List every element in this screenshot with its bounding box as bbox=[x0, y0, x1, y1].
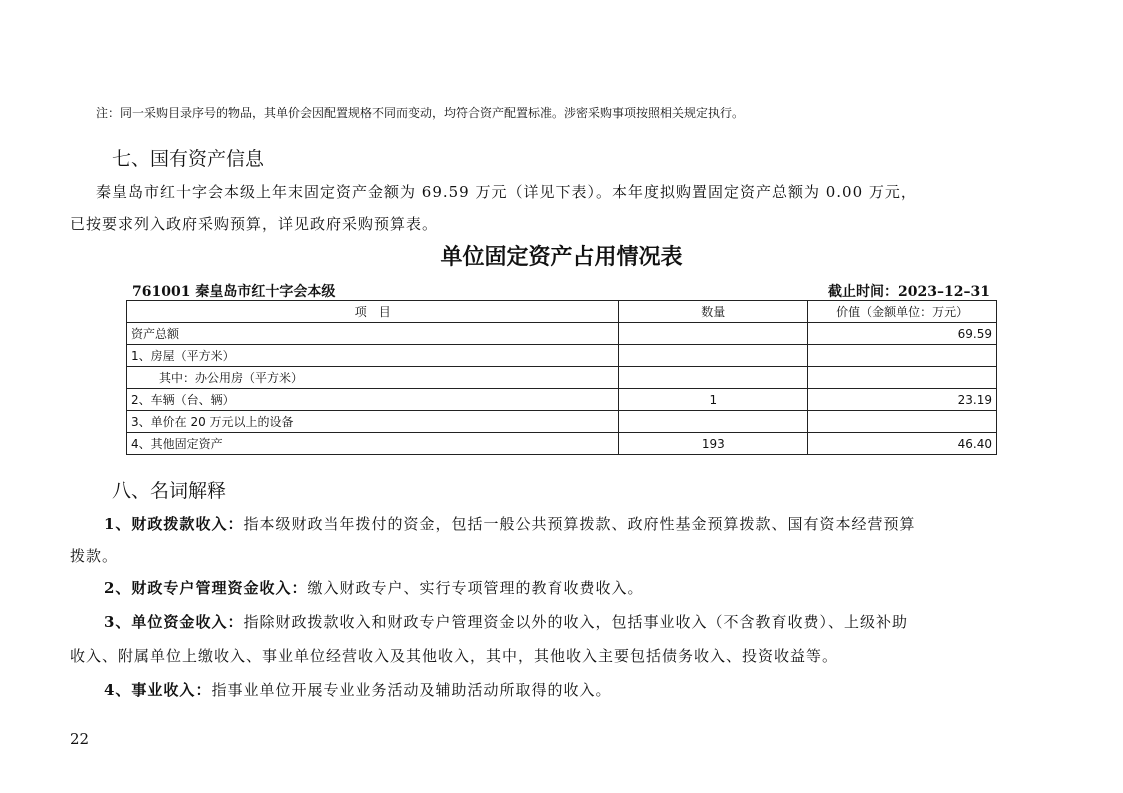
definition-3-line1 bbox=[104, 606, 908, 638]
definition-text: 指事业单位开展专业业务活动及辅助活动所取得的收入。 bbox=[211, 681, 612, 699]
table-row bbox=[127, 367, 997, 389]
header-value: 价值（金额单位：万元） bbox=[808, 301, 997, 323]
table-row bbox=[127, 411, 997, 433]
table-header-row bbox=[127, 301, 997, 323]
footnote: 注：同一采购目录序号的物品，其单价会因配置规格不同而变动，均符合资产配置标准。涉密采购事项按照相关规定执行。 bbox=[96, 106, 745, 120]
definition-term: 1、财政拨款收入： bbox=[104, 515, 244, 533]
definition-term: 2、财政专户管理资金收入： bbox=[104, 579, 308, 597]
row-item: 其中：办公用房（平方米） bbox=[127, 367, 619, 389]
row-item: 4、其他固定资产 bbox=[127, 433, 619, 455]
table-row bbox=[127, 389, 997, 411]
row-item: 资产总额 bbox=[127, 323, 619, 345]
table-row bbox=[127, 323, 997, 345]
row-value bbox=[808, 411, 997, 433]
row-item: 3、单价在 20 万元以上的设备 bbox=[127, 411, 619, 433]
row-item: 2、车辆（台、辆） bbox=[127, 389, 619, 411]
table-unit: 761001 秦皇岛市红十字会本级 bbox=[132, 284, 336, 300]
table-title: 单位固定资产占用情况表 bbox=[440, 244, 683, 270]
row-value: 69.59 bbox=[808, 323, 997, 345]
row-qty bbox=[619, 367, 808, 389]
row-value bbox=[808, 345, 997, 367]
row-qty: 1 bbox=[619, 389, 808, 411]
header-item: 项 目 bbox=[127, 301, 619, 323]
row-item: 1、房屋（平方米） bbox=[127, 345, 619, 367]
row-qty: 193 bbox=[619, 433, 808, 455]
row-qty bbox=[619, 411, 808, 433]
row-qty bbox=[619, 323, 808, 345]
definition-4-line1 bbox=[104, 674, 611, 706]
row-value: 23.19 bbox=[808, 389, 997, 411]
definition-text: 指除财政拨款收入和财政专户管理资金以外的收入，包括事业收入（不含教育收费）、上级补助 bbox=[243, 613, 908, 631]
fixed-assets-table bbox=[126, 300, 997, 455]
table-deadline: 截止时间：2023–12–31 bbox=[828, 284, 990, 300]
section-8-title: 八、名词解释 bbox=[112, 480, 227, 502]
section-7-para-line2: 已按要求列入政府采购预算，详见政府采购预算表。 bbox=[70, 215, 439, 233]
definition-3-line2: 收入、附属单位上缴收入、事业单位经营收入及其他收入，其中，其他收入主要包括债务收入、投资收益等。 bbox=[70, 647, 839, 665]
row-value bbox=[808, 367, 997, 389]
definition-text: 缴入财政专户、实行专项管理的教育收费收入。 bbox=[307, 579, 644, 597]
table-row bbox=[127, 433, 997, 455]
table-row bbox=[127, 345, 997, 367]
section-7-para-line1: 秦皇岛市红十字会本级上年末固定资产金额为 69.59 万元（详见下表）。本年度拟购置固定资产总额为 0.00 万元， bbox=[96, 183, 917, 201]
page-number: 22 bbox=[70, 730, 90, 748]
definition-term: 4、事业收入： bbox=[104, 681, 212, 699]
definition-text: 指本级财政当年拨付的资金，包括一般公共预算拨款、政府性基金预算拨款、国有资本经营预算 bbox=[243, 515, 916, 533]
row-value: 46.40 bbox=[808, 433, 997, 455]
header-qty: 数量 bbox=[619, 301, 808, 323]
definition-2-line1 bbox=[104, 572, 643, 604]
definition-1-line2: 拨款。 bbox=[70, 547, 119, 565]
definition-1-line1 bbox=[104, 508, 915, 540]
row-qty bbox=[619, 345, 808, 367]
section-7-title: 七、国有资产信息 bbox=[112, 148, 265, 170]
definition-term: 3、单位资金收入： bbox=[104, 613, 244, 631]
